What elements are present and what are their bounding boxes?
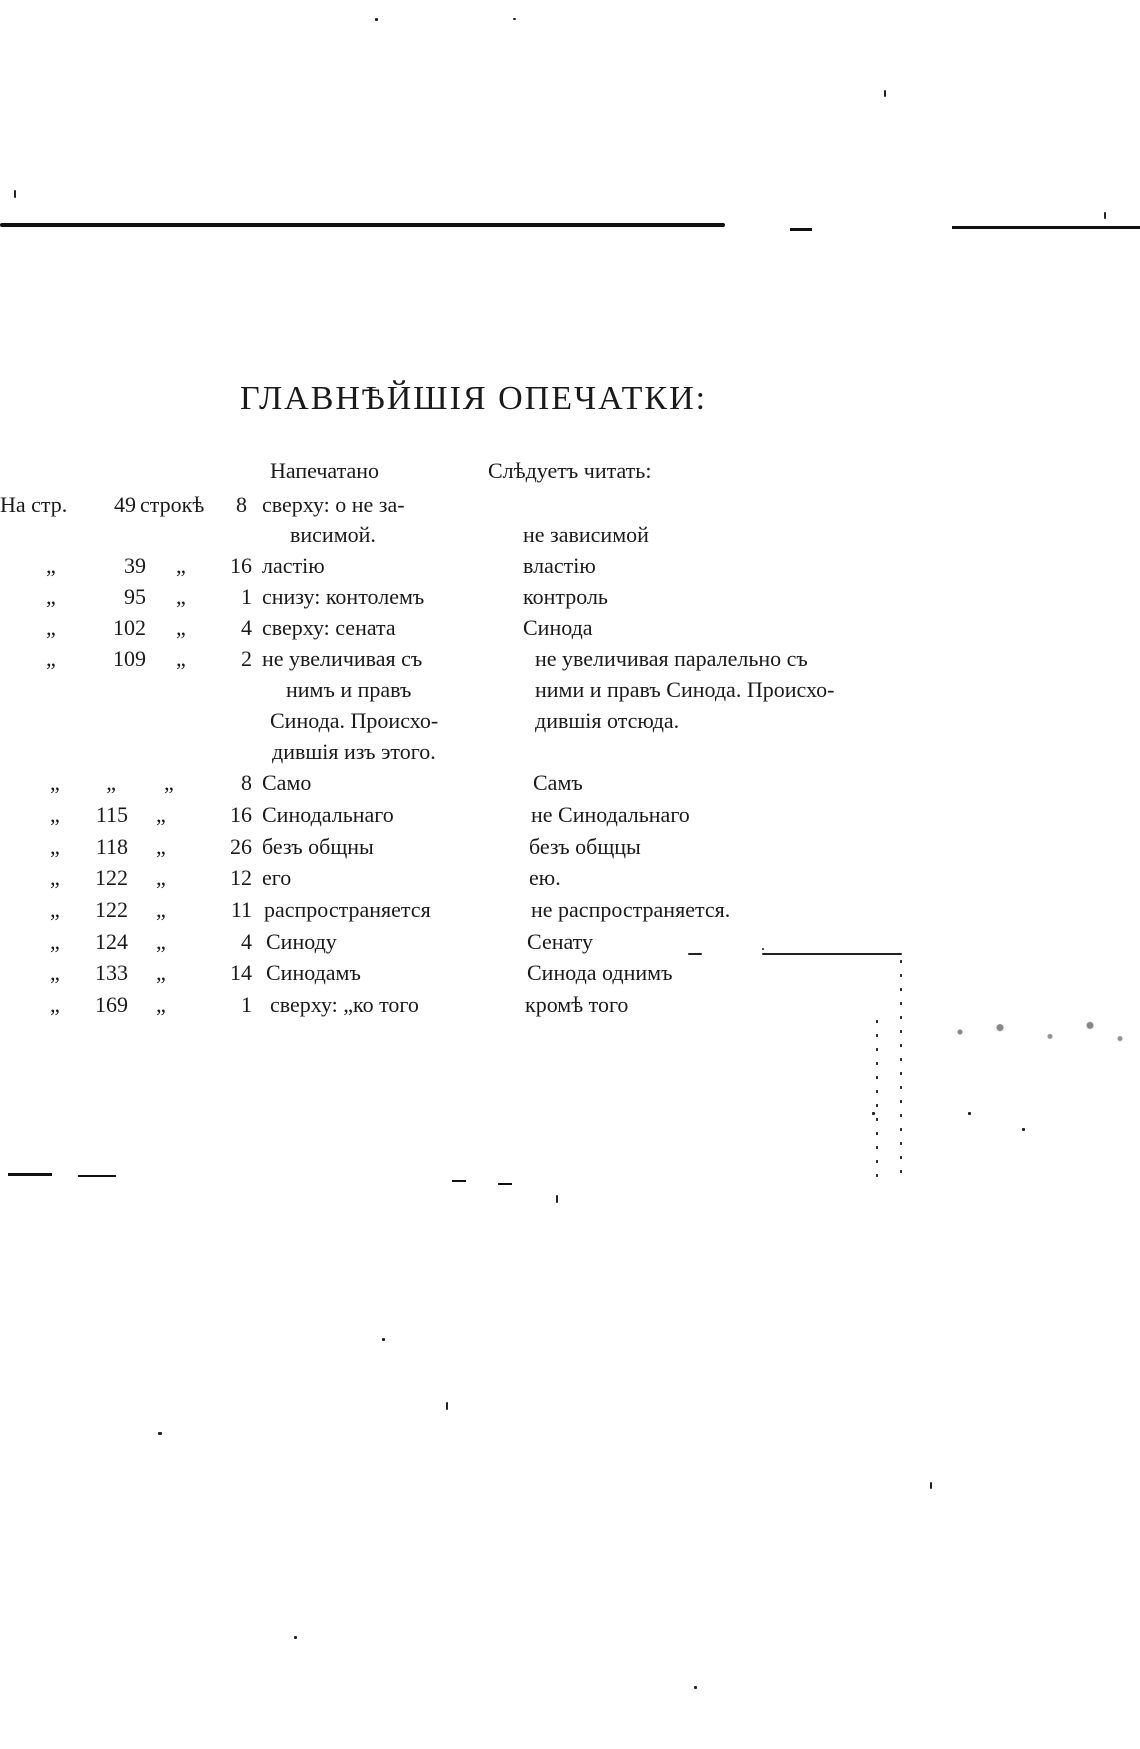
printed-text: нимъ и правъ	[286, 677, 412, 702]
line-word: строкѣ	[140, 492, 205, 517]
scan-speck	[158, 1432, 162, 1435]
page-number: 169	[95, 992, 128, 1017]
scan-speck	[294, 1636, 297, 1639]
ditto-mark: „	[50, 897, 60, 922]
ditto-mark: „	[156, 929, 166, 954]
printed-text: распространяется	[264, 897, 431, 922]
correct-text: ними и правъ Синода. Происхо-	[535, 677, 835, 702]
line-number: 8	[241, 770, 252, 795]
divider-right-rule	[952, 226, 1140, 229]
correct-text: властію	[523, 553, 596, 578]
errata-row	[0, 739, 1140, 769]
ditto-mark: „	[46, 584, 56, 609]
line-number: 14	[230, 960, 252, 985]
page-prefix: На стр.	[0, 492, 68, 517]
line-number: 2	[241, 646, 252, 671]
page-number: 95	[124, 584, 146, 609]
printed-column-header: Напечатано	[270, 458, 380, 483]
page-number: 122	[95, 897, 128, 922]
ditto-mark: „	[46, 553, 56, 578]
scan-speck	[382, 1338, 385, 1341]
ditto-mark: „	[164, 770, 174, 795]
ditto-mark: „	[156, 992, 166, 1017]
scan-speck	[872, 1112, 875, 1115]
line-number: 8	[236, 492, 247, 517]
printed-text: Синода. Происхо-	[270, 708, 439, 733]
errata-row	[0, 615, 1140, 645]
correct-text: не увеличивая паралельно съ	[535, 646, 808, 671]
correct-text: Сенату	[527, 929, 593, 954]
bottom-rule-fragment	[8, 1173, 52, 1176]
scan-speck	[694, 1686, 697, 1689]
printed-text: не увеличивая съ	[262, 646, 423, 671]
errata-row	[0, 770, 1140, 800]
errata-row	[0, 897, 1140, 927]
errata-row	[0, 492, 1140, 522]
ditto-mark: „	[156, 897, 166, 922]
printed-text: сверху: о не за-	[262, 492, 405, 517]
ditto-mark: „	[50, 802, 60, 827]
page-number: 124	[95, 929, 128, 954]
scan-speck	[1104, 212, 1106, 219]
ditto-mark: „	[106, 770, 116, 795]
line-number: 16	[230, 802, 252, 827]
ditto-mark: „	[176, 584, 186, 609]
printed-text: Синодамъ	[266, 960, 361, 985]
ditto-mark: „	[156, 834, 166, 859]
ditto-mark: „	[176, 646, 186, 671]
line-number: 4	[241, 929, 252, 954]
printed-text: Синоду	[266, 929, 337, 954]
line-number: 1	[241, 992, 252, 1017]
page-number: 49	[114, 492, 136, 517]
bottom-rule-fragment	[78, 1175, 116, 1177]
page-number: 122	[95, 865, 128, 890]
printed-text: Синодальнаго	[262, 802, 394, 827]
ditto-mark: „	[156, 865, 166, 890]
ditto-mark: „	[46, 646, 56, 671]
errata-row	[0, 960, 1140, 990]
errata-row	[0, 929, 1140, 959]
correct-text: контроль	[523, 584, 608, 609]
errata-row	[0, 553, 1140, 583]
scan-speck	[556, 1195, 558, 1203]
printed-text: сверху: сената	[262, 615, 396, 640]
errata-row	[0, 865, 1140, 895]
correct-text: кромѣ того	[525, 992, 629, 1017]
correct-text: не зависимой	[523, 522, 649, 547]
printed-text: снизу: контолемъ	[262, 584, 425, 609]
ditto-mark: „	[50, 992, 60, 1017]
bottom-rule-fragment	[498, 1183, 512, 1185]
correct-text: Синода однимъ	[527, 960, 673, 985]
scan-dotted-artifact	[876, 1020, 878, 1180]
line-number: 16	[230, 553, 252, 578]
printed-text: Само	[262, 770, 312, 795]
errata-row	[0, 522, 1140, 552]
ditto-mark: „	[46, 615, 56, 640]
ditto-mark: „	[50, 834, 60, 859]
line-number: 4	[241, 615, 252, 640]
ditto-mark: „	[50, 960, 60, 985]
scan-speck	[1022, 1128, 1025, 1131]
scan-speck	[930, 1482, 932, 1489]
scan-speck	[14, 190, 16, 198]
scan-speck	[968, 1112, 971, 1115]
correct-text: не распространяется.	[531, 897, 731, 922]
printed-text: висимой.	[290, 522, 376, 547]
scan-speck	[884, 90, 886, 97]
line-number: 1	[241, 584, 252, 609]
correct-text: дившія отсюда.	[535, 708, 680, 733]
errata-row	[0, 802, 1140, 832]
correct-text: ею.	[529, 865, 561, 890]
correct-text: Самъ	[533, 770, 583, 795]
ditto-mark: „	[50, 770, 60, 795]
top-divider-rule	[0, 223, 725, 227]
ditto-mark: „	[156, 802, 166, 827]
ditto-mark: „	[156, 960, 166, 985]
page-number: 109	[113, 646, 146, 671]
page-number: 39	[124, 553, 146, 578]
scan-speck	[446, 1402, 448, 1410]
scan-speck	[375, 18, 378, 21]
correct-text: Синода	[523, 615, 593, 640]
ditto-mark: „	[176, 615, 186, 640]
errata-title: ГЛАВНѢЙШІЯ ОПЕЧАТКИ:	[240, 380, 708, 417]
ditto-mark: „	[176, 553, 186, 578]
ditto-mark: „	[50, 929, 60, 954]
ditto-mark: „	[50, 865, 60, 890]
printed-text: безъ общны	[262, 834, 374, 859]
errata-row	[0, 677, 1140, 707]
errata-row	[0, 584, 1140, 614]
page-number: 115	[95, 802, 128, 827]
errata-row	[0, 708, 1140, 738]
printed-text: дившія изъ этого.	[272, 739, 436, 764]
errata-row	[0, 992, 1140, 1022]
should-read-column-header: Слѣдуетъ читать:	[488, 458, 652, 483]
page-number: 102	[113, 615, 146, 640]
printed-text: его	[262, 865, 292, 890]
correct-text: безъ общцы	[529, 834, 641, 859]
page-number: 133	[95, 960, 128, 985]
errata-row	[0, 646, 1140, 676]
line-number: 12	[230, 865, 252, 890]
printed-text: ластію	[262, 553, 325, 578]
bottom-rule-fragment	[452, 1180, 466, 1182]
divider-fragment	[790, 228, 812, 231]
line-number: 11	[230, 897, 252, 922]
scan-speck	[513, 18, 516, 20]
printed-text: сверху: „ко того	[270, 992, 419, 1017]
correct-text: не Синодальнаго	[531, 802, 690, 827]
errata-row	[0, 834, 1140, 864]
line-number: 26	[230, 834, 252, 859]
page-number: 118	[95, 834, 128, 859]
